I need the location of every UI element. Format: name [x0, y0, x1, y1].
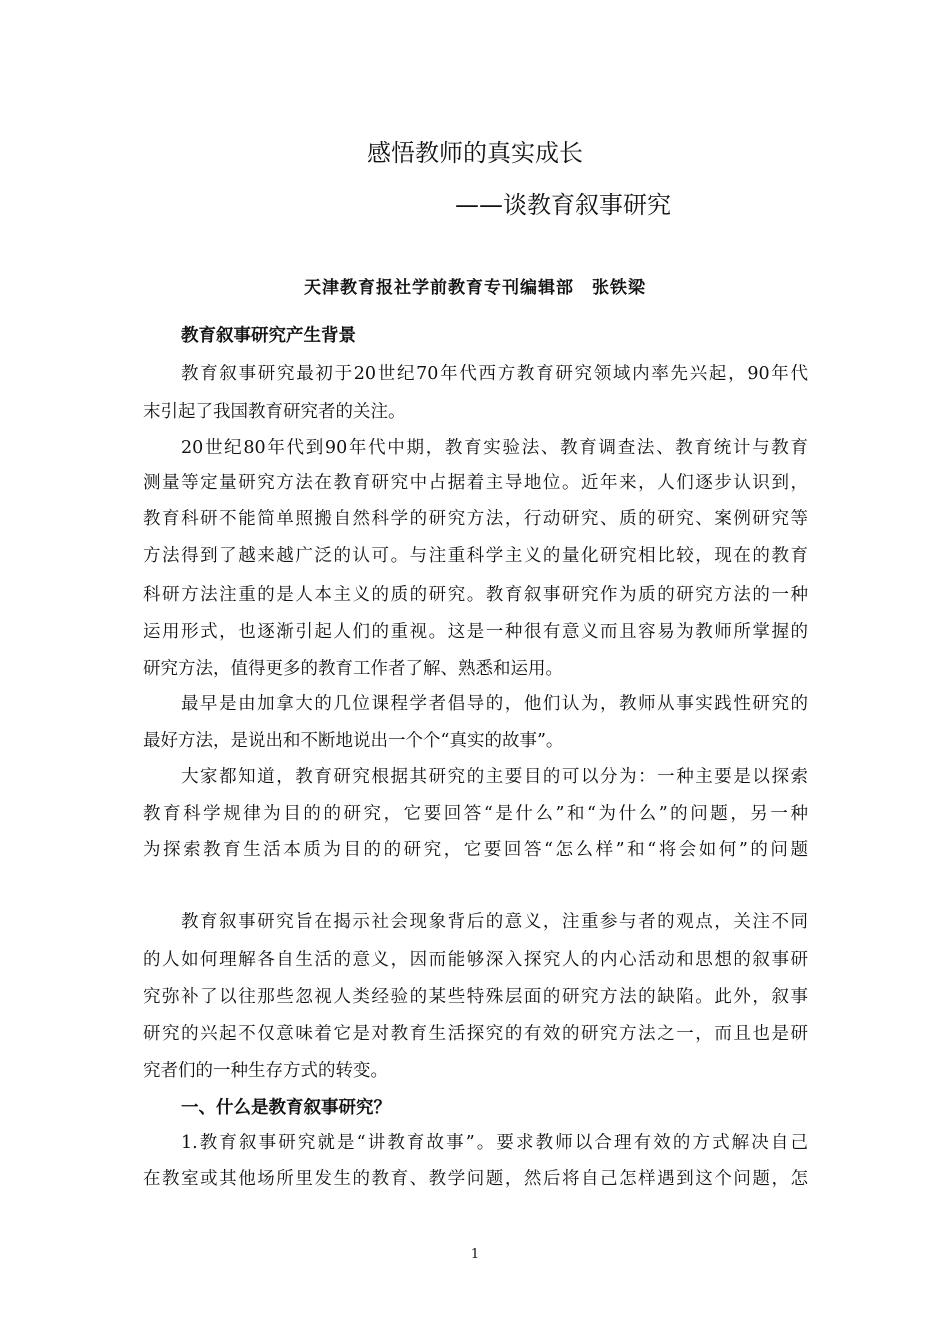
- paragraph-line: 最好方法，是说出和不断地说出一个个“真实的故事”。: [143, 731, 564, 751]
- document-title: 感悟教师的真实成长: [367, 139, 583, 167]
- paragraph-line: 教育叙事研究最初于20世纪70年代西方教育研究领域内率先兴起，90年代: [181, 364, 808, 384]
- section-heading-background: 教育叙事研究产生背景: [181, 326, 356, 346]
- paragraph-line: 测量等定量研究方法在教育研究中占据着主导地位。近年来，人们逐步认识到，: [143, 473, 808, 493]
- paragraph-line: 究者们的一种生存方式的转变。: [143, 1061, 388, 1081]
- paragraph-line: 教育叙事研究旨在揭示社会现象背后的意义，注重参与者的观点，关注不同: [181, 912, 808, 932]
- paragraph-line: 教育科学规律为目的的研究，它要回答“是什么”和“为什么”的问题，另一种: [143, 804, 808, 824]
- paragraph-line: 1.教育叙事研究就是“讲教育故事”。要求教师以合理有效的方式解决自己: [181, 1133, 808, 1153]
- paragraph-line: 研究的兴起不仅意味着它是对教育生活探究的有效的研究方法之一，而且也是研: [143, 1024, 808, 1044]
- paragraph-line: 在教室或其他场所里发生的教育、教学问题，然后将自己怎样遇到这个问题，怎: [143, 1169, 808, 1189]
- author-line: 天津教育报社学前教育专刊编辑部 张铁梁: [304, 278, 646, 298]
- page-number: 1: [470, 1247, 480, 1262]
- paragraph-line: 研究方法，值得更多的教育工作者了解、熟悉和运用。: [143, 659, 563, 679]
- paragraph-line: 大家都知道，教育研究根据其研究的主要目的可以分为：一种主要是以探索: [181, 767, 808, 787]
- paragraph-line: 最早是由加拿大的几位课程学者倡导的，他们认为，教师从事实践性研究的: [181, 694, 808, 714]
- paragraph-line: 的人如何理解各自生活的意义，因而能够深入探究人的内心活动和思想的叙事研: [143, 950, 808, 970]
- paragraph-line: 运用形式，也逐渐引起人们的重视。这是一种很有意义而且容易为教师所掌握的: [143, 622, 808, 642]
- paragraph-line: 为探索教育生活本质为目的的研究，它要回答“怎么样”和“将会如何”的问题: [143, 840, 808, 860]
- paragraph-line: 方法得到了越来越广泛的认可。与注重科学主义的量化研究相比较，现在的教育: [143, 546, 808, 566]
- paragraph-line: 教育科研不能简单照搬自然科学的研究方法，行动研究、质的研究、案例研究等: [143, 509, 808, 529]
- document-subtitle: ——谈教育叙事研究: [455, 191, 671, 219]
- paragraph-line: 20世纪80年代到90年代中期，教育实验法、教育调查法、教育统计与教育: [181, 438, 808, 458]
- paragraph-line: 末引起了我国教育研究者的关注。: [143, 402, 406, 422]
- section-heading-1: 一、什么是教育叙事研究？: [181, 1098, 391, 1118]
- paragraph-line: 究弥补了以往那些忽视人类经验的某些特殊层面的研究方法的缺陷。此外，叙事: [143, 987, 808, 1007]
- paragraph-line: 科研方法注重的是人本主义的质的研究。教育叙事研究作为质的研究方法的一种: [143, 585, 808, 605]
